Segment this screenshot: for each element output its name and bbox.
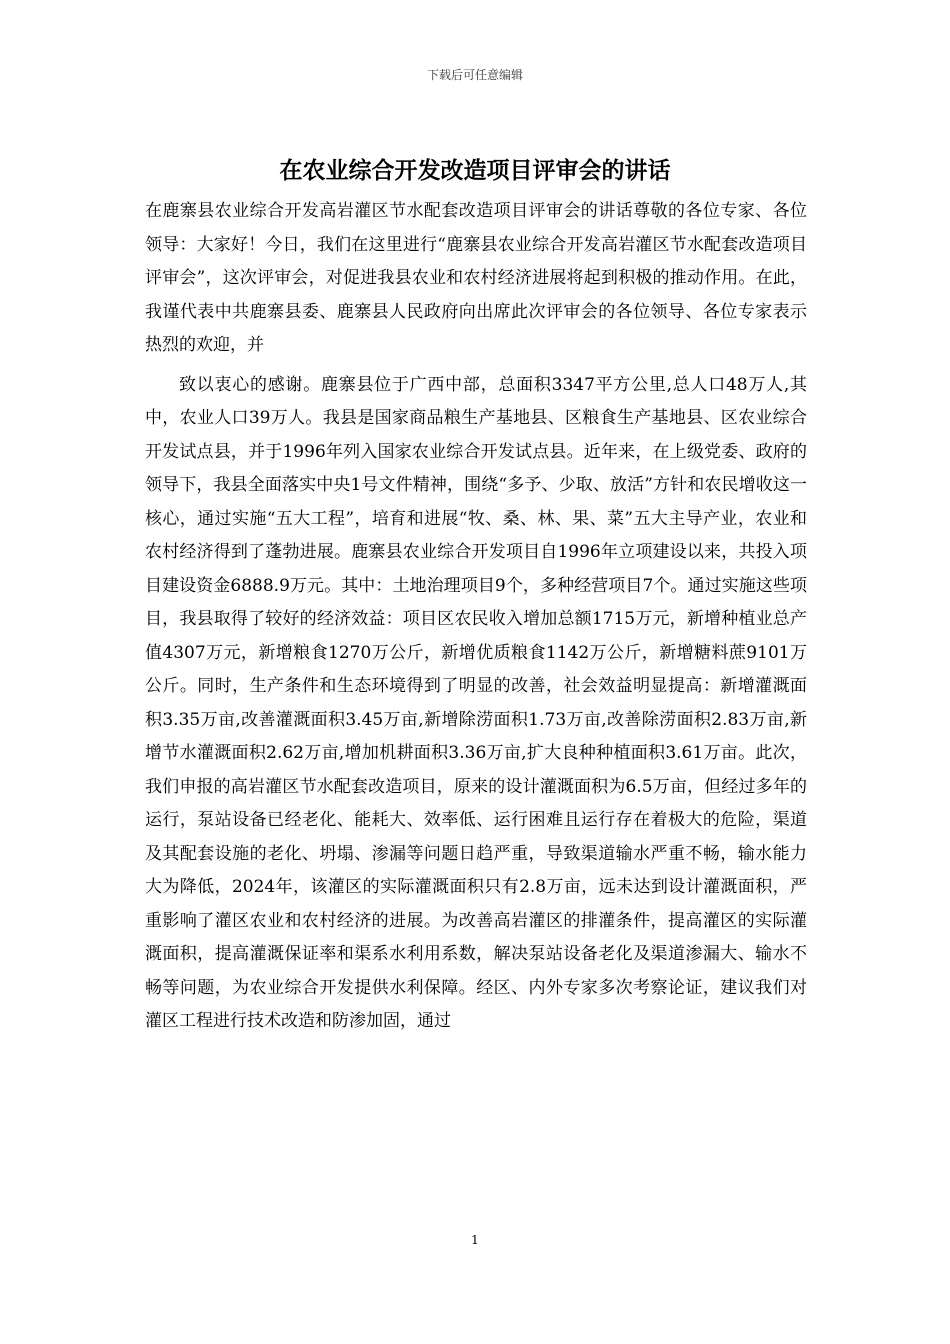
paragraph-main: 致以衷心的感谢。鹿寨县位于广西中部，总面积3347平方公里,总人口48万人,其中，农业人口39万人。我县是国家商品粮生产基地县、区粮食生产基地县、区农业综合开发试点县，并于1996年列入国家农业综合开发试点县。近年来，在上级党委、政府的领导下，我县全面落实中央1号文件精神，围绕“多予、少取、放活”方针和农民增收这一核心，通过实施“五大工程”，培育和进展“牧、桑、林、果、菜”五大主导产业，农业和农村经济得到了蓬勃进展。鹿寨县农业综合开发项目自1996年立项建设以来，共投入项目建设资金6888.9万元。其中：土地治理项目9个，多种经营项目7个。通过实施这些项目，我县取得了较好的经济效益：项目区农民收入增加总额1715万元，新增种植业总产值4307万元，新增粮食1270万公斤，新增优质粮食1142万公斤，新增糖料蔗9101万公斤。同时，生产条件和生态环境得到了明显的改善，社会效益明显提高：新增灌溉面积3.35万亩,改善灌溉面积3.45万亩,新增除涝面积1.73万亩,改善除涝面积2.83万亩,新增节水灌溉面积2.62万亩,增加机耕面积3.36万亩,扩大良种种植面积3.61万亩。此次，我们申报的高岩灌区节水配套改造项目，原来的设计灌溉面积为6.5万亩，但经过多年的运行，泵站设备已经老化、能耗大、效率低、运行困难且运行存在着极大的危险，渠道及其配套设施的老化、坍塌、渗漏等问题日趋严重，导致渠道输水严重不畅，输水能力大为降低，2024年，该灌区的实际灌溉面积只有2.8万亩，远未达到设计灌溉面积，严重影响了灌区农业和农村经济的进展。为改善高岩灌区的排灌条件，提高灌区的实际灌溉面积，提高灌溉保证率和渠系水利用系数，解决泵站设备老化及渠道渗漏大、输水不畅等问题，为农业综合开发提供水利保障。经区、内外专家多次考察论证，建议我们对灌区工程进行技术改造和防渗加固，通过 (145, 374, 807, 1031)
paragraph-opening: 在鹿寨县农业综合开发高岩灌区节水配套改造项目评审会的讲话尊敬的各位专家、各位领导：大家好！今日，我们在这里进行“鹿寨县农业综合开发高岩灌区节水配套改造项目评审会”，这次评审会，对促进我县农业和农村经济进展将起到积极的推动作用。在此，我谨代表中共鹿寨县委、鹿寨县人民政府向出席此次评审会的各位领导、各位专家表示热烈的欢迎，并 (145, 201, 807, 355)
document-body (145, 195, 807, 1039)
document-title: 在农业综合开发改造项目评审会的讲话 (279, 158, 671, 184)
page-number: 1 (471, 1233, 479, 1247)
header-note: 下载后可任意编辑 (426, 68, 523, 82)
